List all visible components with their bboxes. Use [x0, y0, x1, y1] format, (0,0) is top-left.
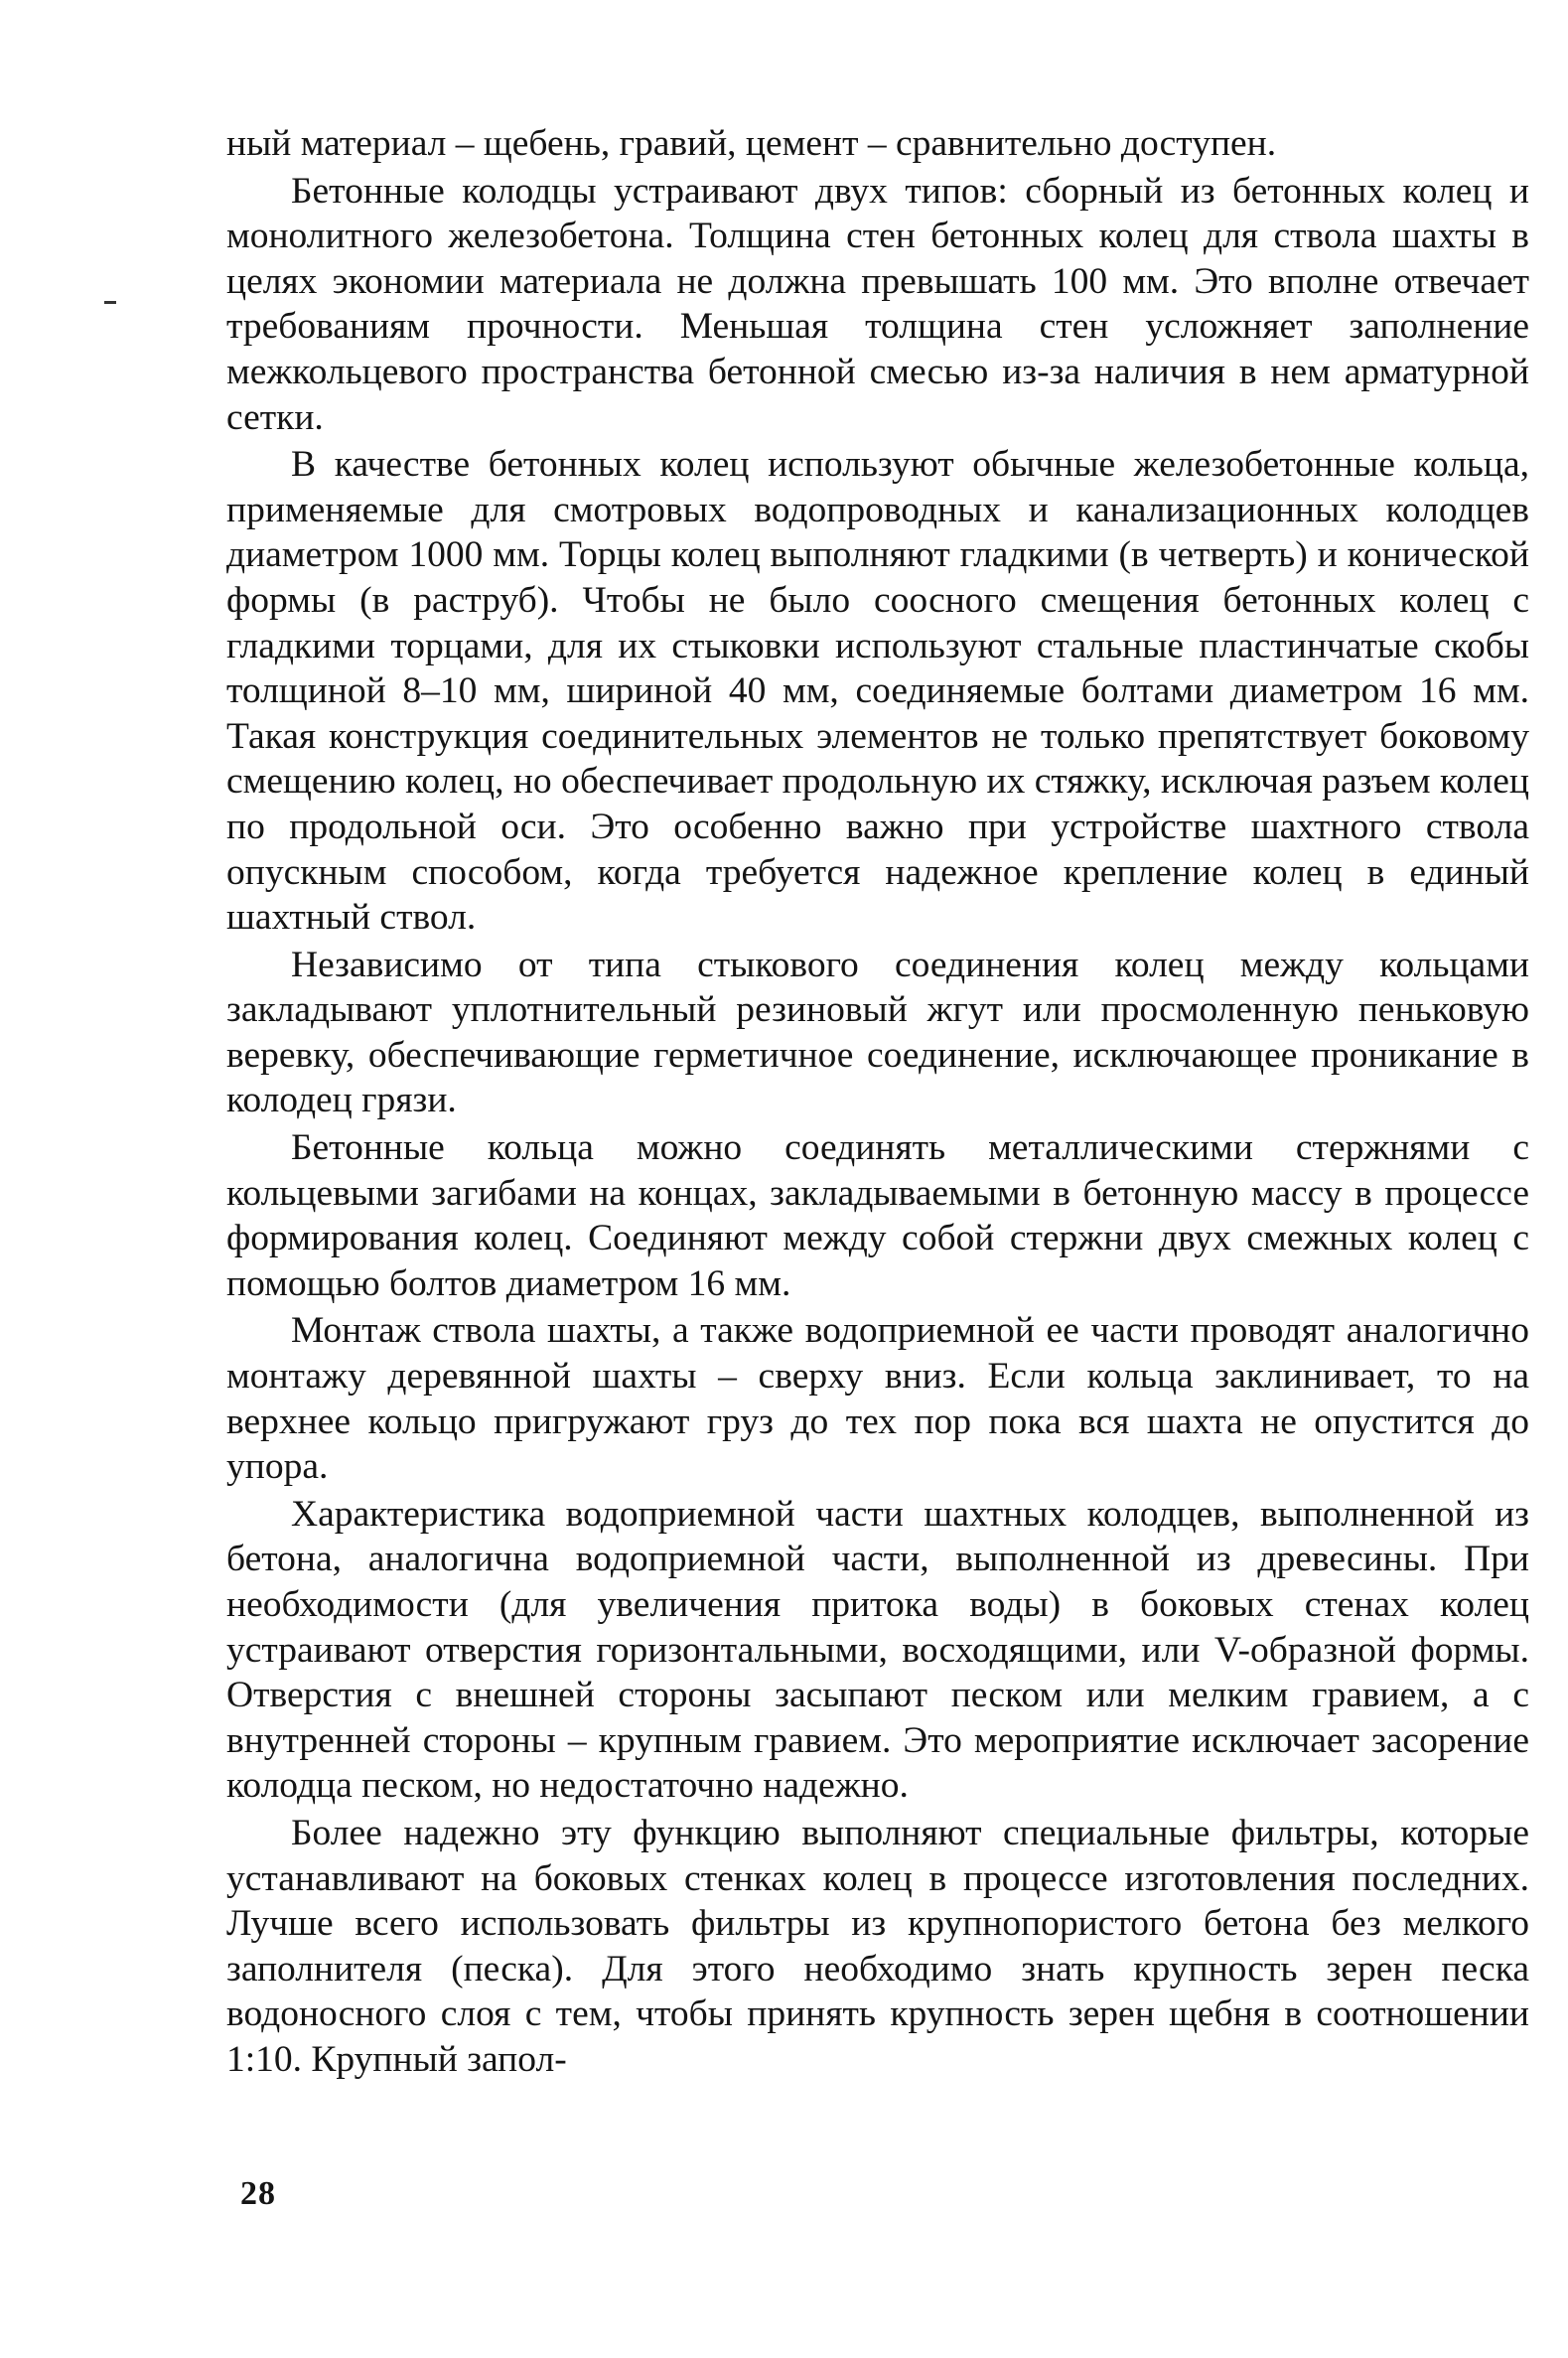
paragraph-intake-characteristics: Характеристика водоприемной части шахтных колодцев, выполненной из бетона, аналогична водоприемной части, выполненной из древесины. При необходимости (для увеличения притока воды) в боковых стенах колец устраивают отверстия горизонтальными, восходящими, или V-образной формы. Отверстия с внешней стороны засыпают песком или мелким гравием, а с внутренней стороны – крупным гравием. Это мероприятие исключает засорение колодца песком, но недостаточно надежно. [226, 1493, 1529, 1807]
margin-dash [104, 301, 116, 304]
paragraph-joint-sealing: Независимо от типа стыкового соединения колец между кольцами закладывают уплотнительный резиновый жгут или просмоленную пеньковую веревку, обеспечивающие герметичное соединение, исключающее проникание в колодец грязи. [226, 944, 1529, 1121]
page-body [226, 121, 1529, 2083]
page-number: 28 [240, 2175, 276, 2212]
paragraph-concrete-wells: Бетонные колодцы устраивают двух типов: сборный из бетонных колец и монолитного железобетона. Толщина стен бетонных колец для ствола шахты в целях экономии материала не должна превышать 100 мм. Это вполне отвечает требованиям прочности. Меньшая толщина стен усложняет заполнение межкольцевого пространства бетонной смесью из-за наличия в нем арматурной сетки. [226, 170, 1529, 438]
paragraph-rod-connection: Бетонные кольца можно соединять металлическими стержнями с кольцевыми загибами на концах, закладываемыми в бетонную массу в процессе формирования колец. Соединяют между собой стержни двух смежных колец с помощью болтов диаметром 16 мм. [226, 1127, 1529, 1304]
paragraph-filters: Более надежно эту функцию выполняют специальные фильтры, которые устанавливают на боковых стенках колец в процессе изготовления последних. Лучше всего использовать фильтры из крупнопористого бетона без мелкого заполнителя (песка). Для этого необходимо знать крупность зерен песка водоносного слоя с тем, чтобы принять крупность зерен щебня в соотношении 1:10. Крупный запол- [226, 1812, 1529, 2080]
paragraph-concrete-rings: В качестве бетонных колец используют обычные железобетонные кольца, применяемые для смотровых водопроводных и канализационных колодцев диаметром 1000 мм. Торцы колец выполняют гладкими (в четверть) и конической формы (в раструб). Чтобы не было соосного смещения бетонных колец с гладкими торцами, для их стыковки используют стальные пластинчатые скобы толщиной 8–10 мм, шириной 40 мм, соединяемые болтами диаметром 16 мм. Такая конструкция соединительных элементов не только препятствует боковому смещению колец, но обеспечивает продольную их стяжку, исключая разъем колец по продольной оси. Это особенно важно при устройстве шахтного ствола опускным способом, когда требуется надежное крепление колец в единый шахтный ствол. [226, 444, 1529, 939]
paragraph-shaft-installation: Монтаж ствола шахты, а также водоприемной ее части проводят аналогично монтажу деревянной шахты – сверху вниз. Если кольца заклинивает, то на верхнее кольцо пригружают груз до тех пор пока вся шахта не опустится до упора. [226, 1310, 1529, 1488]
paragraph-continuation: ный материал – щебень, гравий, цемент – сравнительно доступен. [226, 123, 1277, 164]
